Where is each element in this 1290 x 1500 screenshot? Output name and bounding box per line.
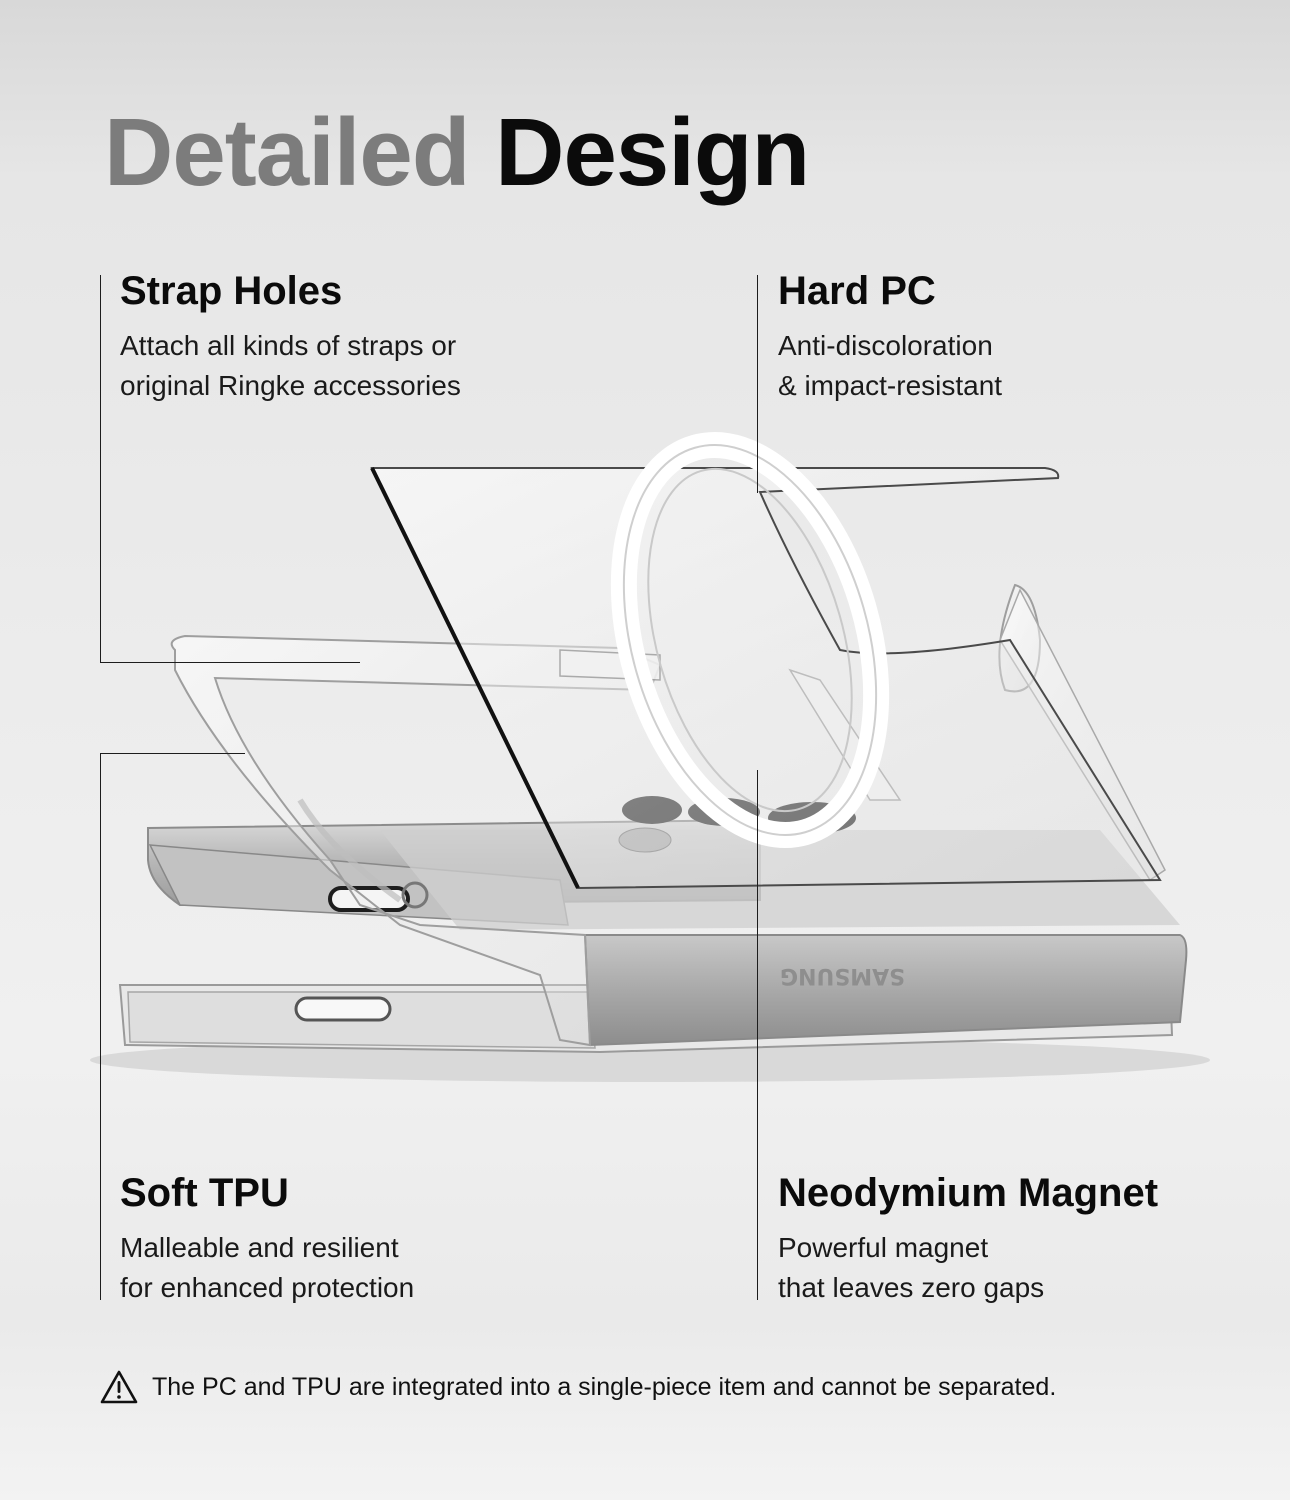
feature-description-line: Anti-discoloration xyxy=(778,330,993,361)
soft-tpu-callout-line xyxy=(100,753,101,1300)
feature-description xyxy=(120,326,461,406)
feature-description-line: original Ringke accessories xyxy=(120,370,461,401)
feature-description-line: that leaves zero gaps xyxy=(778,1272,1045,1303)
strap-holes-callout-line xyxy=(100,275,101,663)
feature-description-line: Powerful magnet xyxy=(778,1232,989,1263)
feature-strap-holes xyxy=(120,268,461,406)
feature-title: Soft TPU xyxy=(120,1171,289,1215)
feature-description-line: Attach all kinds of straps or xyxy=(120,330,457,361)
brand-mark: SAMSUNG xyxy=(780,963,905,988)
feature-description-line: & impact-resistant xyxy=(778,370,1003,401)
warning-icon xyxy=(100,1370,138,1404)
magnet-callout-line xyxy=(757,770,758,1300)
feature-title: Strap Holes xyxy=(120,269,343,313)
hard-pc-callout-line xyxy=(757,275,758,493)
separation-notice xyxy=(100,1370,1056,1404)
page-title-dark: Design xyxy=(495,99,810,206)
feature-description xyxy=(120,1228,414,1308)
notice-text: The PC and TPU are integrated into a single-piece item and cannot be separated. xyxy=(152,1372,1057,1401)
soft-tpu-callout-pointer xyxy=(100,753,245,754)
feature-title: Hard PC xyxy=(778,269,936,313)
strap-holes-callout-pointer xyxy=(100,662,360,663)
feature-description-line: for enhanced protection xyxy=(120,1272,415,1303)
page-title-light: Detailed xyxy=(104,99,470,206)
feature-title: Neodymium Magnet xyxy=(778,1171,1159,1215)
feature-description-line: Malleable and resilient xyxy=(120,1232,399,1263)
feature-neodymium-magnet xyxy=(778,1170,1158,1308)
feature-soft-tpu xyxy=(120,1170,414,1308)
feature-hard-pc xyxy=(778,268,1002,406)
feature-description xyxy=(778,326,1002,406)
feature-description xyxy=(778,1228,1158,1308)
